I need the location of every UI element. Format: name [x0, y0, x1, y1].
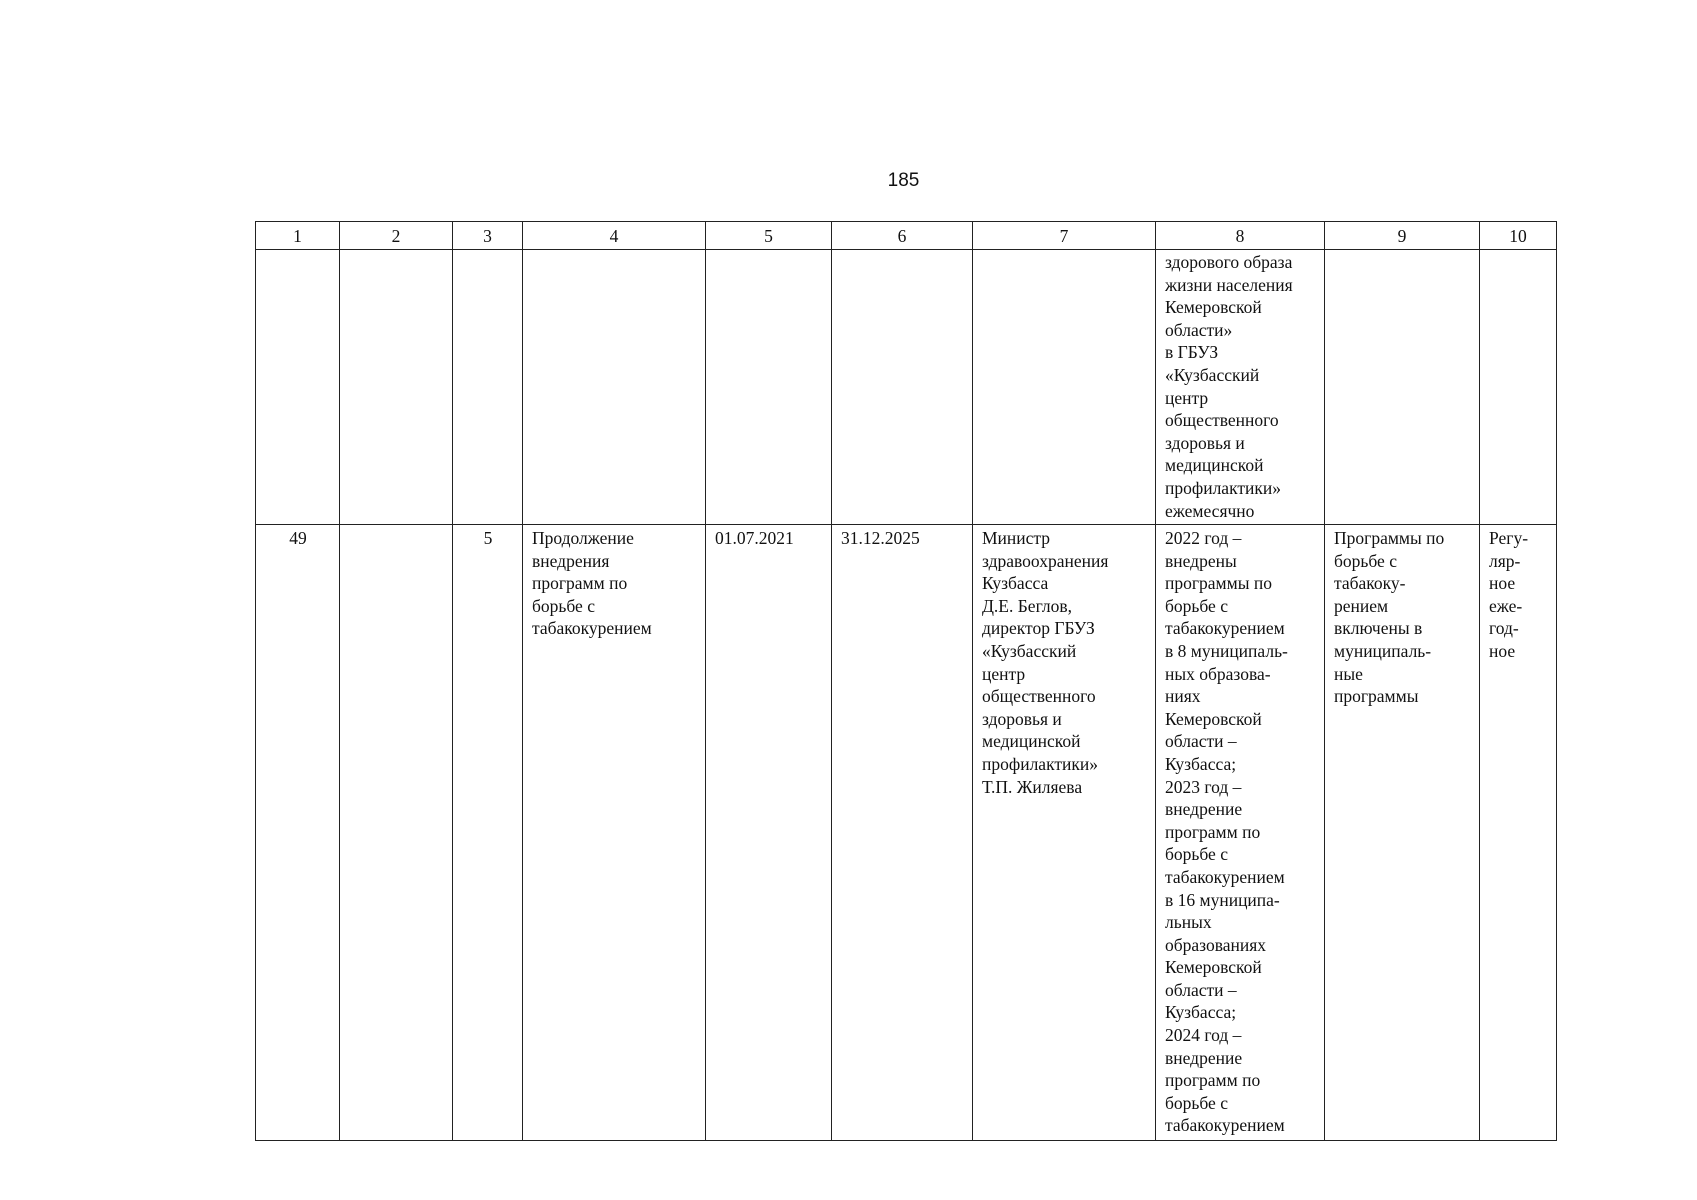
cell-col-2 — [340, 525, 453, 1141]
page-number: 185 — [887, 170, 920, 191]
column-header-2: 2 — [340, 222, 453, 250]
column-header-8: 8 — [1156, 222, 1325, 250]
cell-frequency: Регу- ляр- ное еже- год- ное — [1480, 525, 1557, 1141]
cell-col-3: 5 — [453, 525, 523, 1141]
cell-frequency — [1480, 250, 1557, 525]
cell-measure: Продолжение внедрения программ по борьбе с табакокурением — [523, 525, 706, 1141]
cell-item-number — [256, 250, 340, 525]
cell-outcome: Программы по борьбе с табакоку- рением включены в муниципаль- ные программы — [1325, 525, 1480, 1141]
column-header-3: 3 — [453, 222, 523, 250]
column-header-4: 4 — [523, 222, 706, 250]
cell-result: 2022 год – внедрены программы по борьбе с табакокурением в 8 муниципаль- ных образова- ниях Кемеровской области – Кузбасса; 2023 год – внедрение программ по борьбе с табакокурением в 16 муниципа- льных образованиях Кемеровской области – Кузбасса; 2024 год – внедрение программ по борьбе с табакокурением — [1156, 525, 1325, 1141]
column-header-10: 10 — [1480, 222, 1557, 250]
column-header-7: 7 — [973, 222, 1156, 250]
cell-measure — [523, 250, 706, 525]
cell-start-date: 01.07.2021 — [706, 525, 832, 1141]
column-header-5: 5 — [706, 222, 832, 250]
column-header-6: 6 — [832, 222, 973, 250]
column-header-9: 9 — [1325, 222, 1480, 250]
cell-col-3 — [453, 250, 523, 525]
column-header-1: 1 — [256, 222, 340, 250]
cell-col-2 — [340, 250, 453, 525]
cell-responsible: Министр здравоохранения Кузбасса Д.Е. Беглов, директор ГБУЗ «Кузбасский центр общественного здоровья и медицинской профилактики» Т.П. Жиляева — [973, 525, 1156, 1141]
measures-table — [255, 221, 1557, 1141]
cell-outcome — [1325, 250, 1480, 525]
cell-end-date: 31.12.2025 — [832, 525, 973, 1141]
table-row — [256, 525, 1557, 1141]
table-row — [256, 250, 1557, 525]
cell-item-number: 49 — [256, 525, 340, 1141]
cell-responsible — [973, 250, 1156, 525]
cell-start-date — [706, 250, 832, 525]
cell-result: здорового образа жизни населения Кемеровской области» в ГБУЗ «Кузбасский центр общественного здоровья и медицинской профилактики» ежемесячно — [1156, 250, 1325, 525]
column-number-header-row — [256, 222, 1557, 250]
cell-end-date — [832, 250, 973, 525]
